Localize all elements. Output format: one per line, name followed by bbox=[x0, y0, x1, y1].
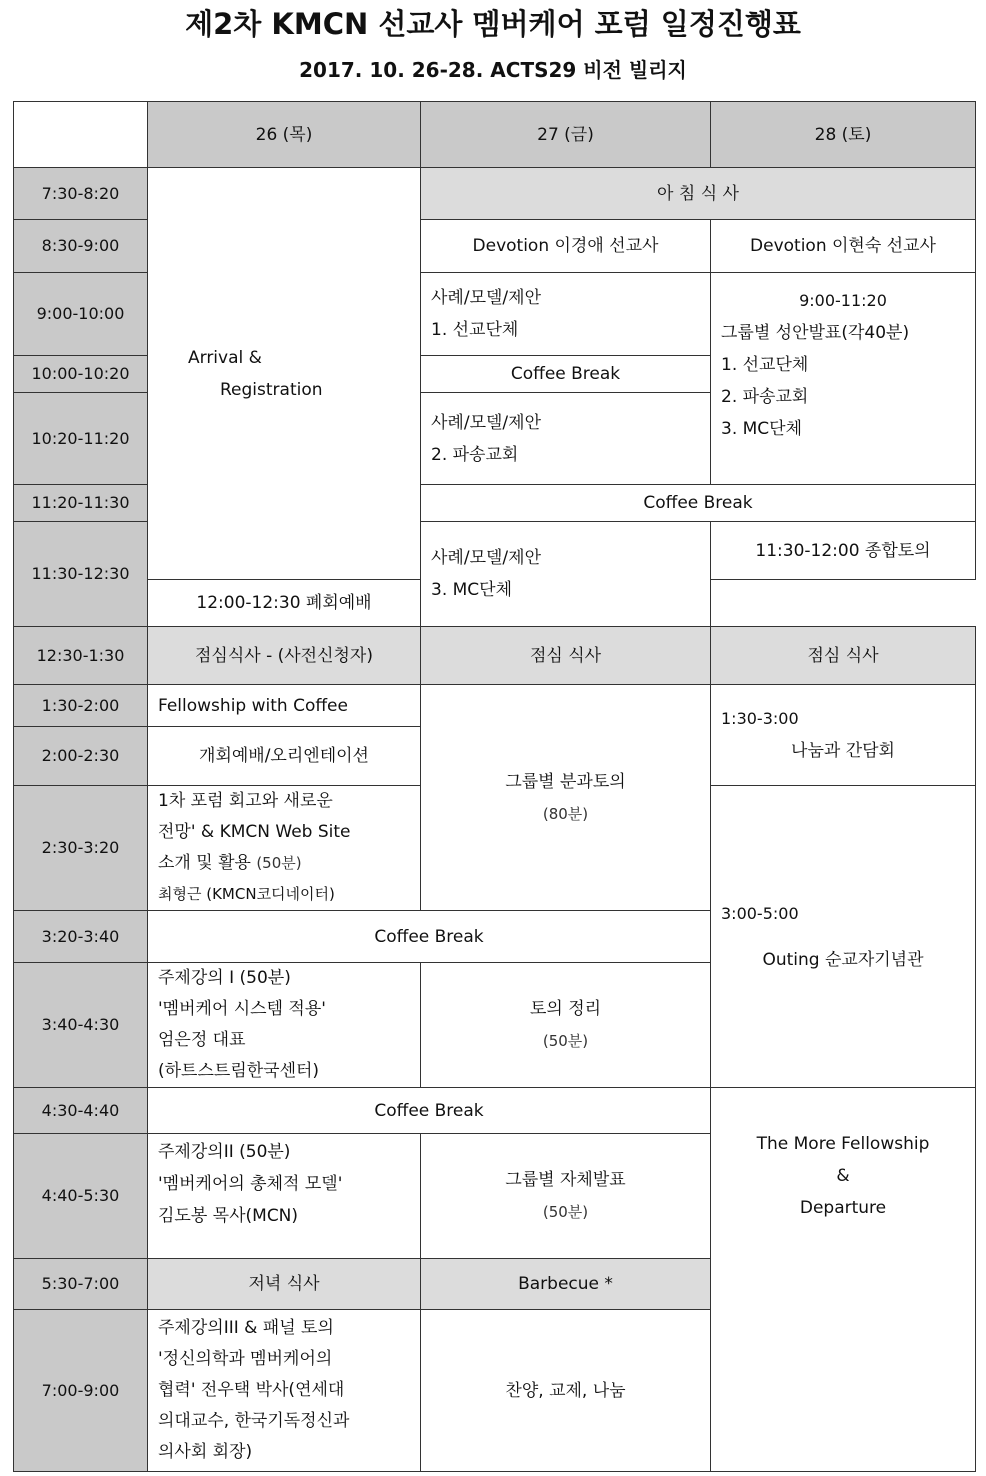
wrapup-cell bbox=[421, 963, 711, 1088]
group-discussion-label: 그룹별 분과토의 bbox=[505, 771, 626, 792]
time-cell: 2:00-2:30 bbox=[14, 727, 148, 786]
opening-cell: 개회예배/오리엔테이션 bbox=[148, 727, 421, 786]
group-discussion-cell bbox=[421, 685, 711, 911]
breakfast-cell: 아 침 식 사 bbox=[421, 168, 976, 220]
case-2-line-2: 2. 파송교회 bbox=[431, 444, 519, 465]
sat-group-item-3: 3. MC단체 bbox=[721, 419, 803, 439]
lecture-3-line-1: 주제강의III & 패널 토의 bbox=[158, 1318, 334, 1338]
arrival-cell bbox=[148, 168, 421, 580]
table-row bbox=[14, 627, 976, 685]
sat-group-item-1: 1. 선교단체 bbox=[721, 355, 809, 375]
lecture-2-line-1: 주제강의II (50분) bbox=[158, 1142, 291, 1162]
time-cell: 1:30-2:00 bbox=[14, 685, 148, 727]
lecture-2-line-2: '멤버케어의 총체적 모델' bbox=[158, 1174, 343, 1194]
lunch-fri-cell: 점심 식사 bbox=[421, 627, 711, 685]
case-2-cell bbox=[421, 393, 711, 485]
sat-closing-cell: 12:00-12:30 폐회예배 bbox=[148, 580, 421, 627]
table-row bbox=[14, 685, 976, 727]
table-row bbox=[14, 168, 976, 220]
more-fellowship-cell bbox=[711, 1088, 976, 1472]
lecture-2-cell bbox=[148, 1134, 421, 1259]
corner-cell bbox=[14, 102, 148, 168]
group-present-duration: (50분) bbox=[542, 1203, 589, 1221]
group-present-cell bbox=[421, 1134, 711, 1259]
header-day-26: 26 (목) bbox=[148, 102, 421, 168]
time-cell: 2:30-3:20 bbox=[14, 786, 148, 911]
arrival-line-1: Arrival & bbox=[188, 347, 262, 368]
lecture-1-line-1: 주제강의 I (50분) bbox=[158, 968, 291, 988]
coffee-break-1120-cell: Coffee Break bbox=[421, 485, 976, 522]
sat-talk-time: 1:30-3:00 bbox=[721, 709, 799, 728]
schedule-table bbox=[13, 101, 976, 1472]
review-duration: (50분) bbox=[256, 854, 302, 872]
lunch-sat-cell: 점심 식사 bbox=[711, 627, 976, 685]
group-present-label: 그룹별 자체발표 bbox=[505, 1170, 626, 1190]
review-line-1: 1차 포럼 회고와 새로운 bbox=[158, 791, 333, 811]
time-cell: 5:30-7:00 bbox=[14, 1259, 148, 1310]
coffee-break-fri-cell: Coffee Break bbox=[421, 356, 711, 393]
wrapup-duration: (50분) bbox=[542, 1032, 589, 1050]
time-cell: 11:30-12:30 bbox=[14, 522, 148, 627]
coffee-break-1520-cell: Coffee Break bbox=[148, 911, 711, 963]
sat-talk-cell bbox=[711, 685, 976, 786]
time-cell: 3:40-4:30 bbox=[14, 963, 148, 1088]
sat-discussion-cell: 11:30-12:00 종합토의 bbox=[711, 522, 976, 580]
header-day-27: 27 (금) bbox=[421, 102, 711, 168]
review-line-3: 소개 및 활용 bbox=[158, 853, 251, 873]
outing-label: Outing 순교자기념관 bbox=[762, 949, 924, 970]
barbecue-cell: Barbecue * bbox=[421, 1259, 711, 1310]
time-cell: 4:40-5:30 bbox=[14, 1134, 148, 1259]
time-cell: 4:30-4:40 bbox=[14, 1088, 148, 1134]
time-cell: 10:00-10:20 bbox=[14, 356, 148, 393]
lecture-3-line-5: 의사회 회장) bbox=[158, 1442, 253, 1462]
lunch-thu-cell: 점심식사 - (사전신청자) bbox=[148, 627, 421, 685]
case-1-line-2: 1. 선교단체 bbox=[431, 320, 519, 340]
case-3-cell bbox=[421, 522, 711, 627]
sat-talk-label: 나눔과 간담회 bbox=[791, 741, 895, 761]
outing-time: 3:00-5:00 bbox=[721, 903, 799, 923]
lecture-3-line-4: 의대교수, 한국기독정신과 bbox=[158, 1411, 350, 1431]
lecture-3-line-2: '정신의학과 멤버케어의 bbox=[158, 1349, 333, 1369]
sat-group-item-2: 2. 파송교회 bbox=[721, 387, 809, 407]
devotion-fri-cell: Devotion 이경애 선교사 bbox=[421, 220, 711, 273]
time-cell: 7:00-9:00 bbox=[14, 1310, 148, 1472]
case-3-line-1: 사례/모델/제안 bbox=[431, 548, 541, 568]
more-line-3: Departure bbox=[799, 1198, 887, 1218]
header-row bbox=[14, 102, 976, 168]
page-title: 제2차 KMCN 선교사 멤버케어 포럼 일정진행표 bbox=[185, 7, 801, 41]
case-1-cell bbox=[421, 273, 711, 356]
lecture-1-cell bbox=[148, 963, 421, 1088]
lecture-1-line-3: 엄은정 대표 bbox=[158, 1030, 246, 1050]
page-subtitle: 2017. 10. 26-28. ACTS29 비전 빌리지 bbox=[299, 58, 687, 82]
group-discussion-duration: (80분) bbox=[542, 804, 589, 823]
review-cell bbox=[148, 786, 421, 911]
lecture-1-line-2: '멤버케어 시스템 적용' bbox=[158, 999, 326, 1019]
worship-cell: 찬양, 교제, 나눔 bbox=[421, 1310, 711, 1472]
more-line-1: The More Fellowship bbox=[756, 1134, 930, 1154]
sat-group-title: 그룹별 성안발표(각40분) bbox=[721, 323, 910, 343]
lecture-3-line-3: 협력' 전우택 박사(연세대 bbox=[158, 1380, 345, 1400]
time-cell: 3:20-3:40 bbox=[14, 911, 148, 963]
time-cell: 12:30-1:30 bbox=[14, 627, 148, 685]
lecture-2-line-3: 김도봉 목사(MCN) bbox=[158, 1206, 299, 1226]
more-line-2: & bbox=[836, 1166, 850, 1186]
outing-cell bbox=[711, 786, 976, 1088]
time-cell: 9:00-10:00 bbox=[14, 273, 148, 356]
time-cell: 11:20-11:30 bbox=[14, 485, 148, 522]
case-1-line-1: 사례/모델/제안 bbox=[431, 288, 541, 308]
case-2-line-1: 사례/모델/제안 bbox=[431, 412, 541, 433]
lecture-1-line-4: (하트스트림한국센터) bbox=[158, 1061, 320, 1081]
devotion-sat-cell: Devotion 이현숙 선교사 bbox=[711, 220, 976, 273]
fellowship-coffee-cell: Fellowship with Coffee bbox=[148, 685, 421, 727]
sat-group-cell bbox=[711, 273, 976, 485]
case-3-line-2: 3. MC단체 bbox=[431, 580, 513, 600]
table-row bbox=[14, 1088, 976, 1134]
dinner-cell: 저녁 식사 bbox=[148, 1259, 421, 1310]
review-line-2: 전망' & KMCN Web Site bbox=[158, 822, 351, 842]
coffee-break-1630-cell: Coffee Break bbox=[148, 1088, 711, 1134]
review-speaker: 최형근 (KMCN코디네이터) bbox=[158, 885, 335, 903]
wrapup-label: 토의 정리 bbox=[529, 999, 602, 1019]
sat-group-time: 9:00-11:20 bbox=[799, 291, 887, 310]
lecture-3-cell bbox=[148, 1310, 421, 1472]
time-cell: 7:30-8:20 bbox=[14, 168, 148, 220]
arrival-line-2: Registration bbox=[220, 379, 323, 400]
time-cell: 8:30-9:00 bbox=[14, 220, 148, 273]
time-cell: 10:20-11:20 bbox=[14, 393, 148, 485]
header-day-28: 28 (토) bbox=[711, 102, 976, 168]
